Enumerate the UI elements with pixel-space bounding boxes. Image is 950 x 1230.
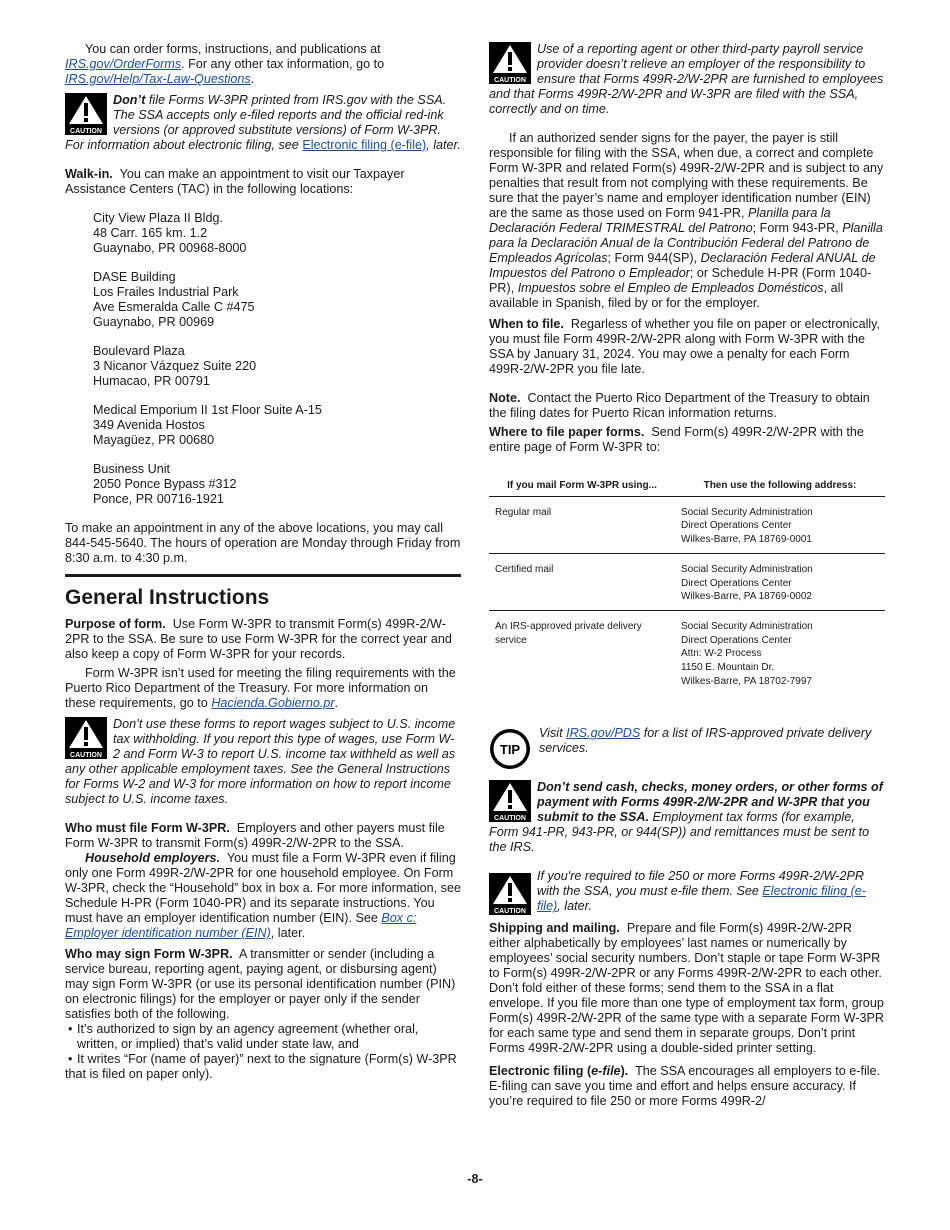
table-row [489, 553, 885, 610]
who-may-sign-paragraph: Who may sign Form W-3PR. A transmitter or sender (including a service bureau, reporting agent, paying agent, or disbursing agent) may sign Form W-3PR (or use its personal identification number (PIN) on electronic filings) for the employer or payer only if the sender satisfies both of the following. [65, 947, 456, 1021]
address-city-view: City View Plaza II Bldg. 48 Carr. 165 km. 1.2 Guaynabo, PR 00968-8000 [93, 211, 247, 255]
caution-250-text: If you're required to file 250 or more Forms 499R-2/W-2PR with the SSA, you must e-file them. See Electronic filing (e-file), later. [537, 869, 866, 914]
caution-block-us-wages [65, 717, 461, 807]
table-header: If you mail Form W-3PR using... [489, 479, 675, 496]
where-to-file-paragraph: Where to file paper forms. Send Form(s) 499R-2/W-2PR with the entire page of Form W-3PR to: [489, 425, 864, 454]
page-number: -8- [467, 1172, 483, 1186]
walk-in-paragraph: Walk-in. You can make an appointment to visit our Taxpayer Assistance Centers (TAC) in the following locations: [65, 167, 405, 196]
caution-block-third-party [489, 42, 885, 117]
electronic-filing-paragraph: Electronic filing (e-file). The SSA encourages all employers to e-file. E-filing can save you time and effort and helps ensure accuracy. If you’re required to file 250 or more Forms 499R-2/ [489, 1064, 881, 1109]
note-paragraph: Note. Contact the Puerto Rico Department of the Treasury to obtain the filing dates for Puerto Rican information returns. [489, 391, 870, 420]
authorized-sender-paragraph: If an authorized sender signs for the payer, the payer is still responsible for filing with the SSA, when due, a correct and complete Form W-3PR and related Form(s) 499R-2/W-2PR and is subject to any penalties that result from not complying with these requirements. Be sure that the payer’s name and employer identification number (EIN) are the same as those used on Form 941-PR, Planilla para la Declaración Federal TRIMESTRAL del Patrono; Form 943-PR, Planilla para la Declaración Anual de la Contribución Federal del Patrono de Empleados Agrícolas; Form 944(SP), Declaración Federal ANUAL de Impuestos del Patrono o Empleador; or Schedule H-PR (Form 1040-PR), Impuestos sobre el Empleo de Empleados Domésticos, all available in Spanish, filed by or for the employer. [489, 131, 884, 310]
tip-icon [489, 728, 531, 770]
electronic-filing-link[interactable]: Electronic filing (e-file) [302, 138, 427, 152]
mail-method: An IRS-approved private delivery service [495, 620, 642, 646]
section-rule [65, 574, 461, 577]
mail-address: Social Security Administration Direct Operations Center Wilkes-Barre, PA 18769-0002 [675, 553, 885, 610]
svg-text:CAUTION: CAUTION [494, 77, 526, 84]
address-dase: DASE Building Los Frailes Industrial Park Ave Esmeralda Calle C #475 Guaynabo, PR 00969 [93, 270, 255, 329]
caution-third-party-text: Use of a reporting agent or other third-party payroll service provider doesn’t relieve an employer of the responsibility to ensure that Forms 499R-2/W-2PR are furnished to employees and that Forms 499R-2/W-2PR and W-3PR are filed with the SSA, correctly and on time. [489, 42, 884, 116]
svg-text:CAUTION: CAUTION [494, 815, 526, 823]
mail-method: Certified mail [489, 553, 675, 610]
mailing-address-table [489, 479, 885, 694]
svg-text:CAUTION: CAUTION [494, 908, 526, 916]
household-paragraph: Household employers. You must file a Form W-3PR even if filing only one Form 499R-2/W-2PR for one household employee. On Form W-3PR, check the “Household” box in box a. For more information, see Schedule H-PR (Form 1040-PR) and its separate instructions. You must have an employer identification number (EIN). See Box c: Employer identification number (EIN), later. [65, 851, 461, 940]
bullet-item: • It writes “For (name of payer)” next to the signature (Form(s) W-3PR that is filed on paper only). [65, 1052, 457, 1081]
when-to-file-paragraph: When to file. Regarless of whether you file on paper or electronically, you must file Form 499R-2/W-2PR along with Form W-3PR with the SSA by January 31, 2024. You may owe a penalty for each Form 499R-2/W-2PR you file late. [489, 317, 881, 376]
order-forms-link[interactable]: IRS.gov/OrderForms [65, 57, 182, 71]
svg-text:CAUTION: CAUTION [70, 752, 102, 759]
who-must-file-paragraph: Who must file Form W-3PR. Employers and other payers must file Form W-3PR to transmit Form(s) 499R-2/W-2PR to the SSA. [65, 821, 445, 850]
hacienda-link[interactable]: Hacienda.Gobierno.pr [211, 696, 335, 710]
left-column [65, 42, 461, 1082]
svg-text:TIP: TIP [499, 742, 521, 758]
shipping-paragraph: Shipping and mailing. Prepare and file Form(s) 499R-2/W-2PR either alphabetically by employees’ last names or numerically by employees’ social security numbers. Don’t staple or tape Form W-3PR to Form(s) 499R-2/W-2PR or any Forms 499R-2/W-2PR to each other. Don’t fold either of these forms; send them to the SSA in a flat envelope. If you file more than one type of employment tax form, group Form(s) 499R-2/W-2PR of the same type with a separate Form W-3PR for each same type and send them in separate groups. Don’t print Forms 499R-2/W-2PR using a double-sided printer setting. [489, 921, 884, 1056]
mail-method: Regular mail [489, 496, 675, 553]
tax-law-questions-link[interactable]: IRS.gov/Help/Tax-Law-Questions [65, 72, 251, 86]
box-c-ein-link[interactable]: Box c: Employer identification number (EIN) [65, 911, 417, 940]
table-row [489, 496, 885, 553]
tip-text: Visit IRS.gov/PDS for a list of IRS-approved private delivery services. [539, 726, 872, 756]
address-business-unit: Business Unit 2050 Ponce Bypass #312 Ponce, PR 00716-1921 [93, 462, 237, 506]
svg-text:CAUTION: CAUTION [70, 128, 102, 135]
general-instructions-heading: General Instructions [65, 586, 270, 609]
table-header-row [489, 479, 885, 496]
address-boulevard-plaza: Boulevard Plaza 3 Nicanor Vázquez Suite 220 Humacao, PR 00791 [93, 344, 257, 388]
caution-payment-text: Don’t send cash, checks, money orders, or other forms of payment with Forms 499R-2/W-2PR and W-3PR that you submit to the SSA. Employment tax forms (for example, Form 941-PR, 943-PR, or 944(SP)) and remittances must be sent to the IRS. [489, 780, 883, 855]
caution-icon [489, 42, 531, 84]
caution-block-efile [65, 93, 461, 153]
electronic-filing-link[interactable]: Electronic filing (e-file) [537, 884, 866, 914]
mail-address: Social Security Administration Direct Operations Center Attn: W-2 Process 1150 E. Mountain Dr. Wilkes-Barre, PA 18702-7997 [681, 620, 813, 687]
caution-icon [65, 717, 107, 759]
caution-block-250-forms [489, 869, 885, 915]
order-paragraph: You can order forms, instructions, and publications at IRS.gov/OrderForms. For any other tax information, go to IRS.gov/Help/Tax-Law-Questions. [65, 42, 385, 86]
address-medical-emporium: Medical Emporium II 1st Floor Suite A-15 349 Avenida Hostos Mayagüez, PR 00680 [93, 403, 322, 447]
right-column [489, 42, 885, 1109]
caution-efile-text: Don’t file Forms W-3PR printed from IRS.gov with the SSA. The SSA accepts only e-filed reports and the official red-ink versions (or approved substitute versions) of Form W-3PR. For information about electronic filing, see Electronic filing (e-file), later. [65, 93, 461, 152]
caution-icon [489, 780, 531, 822]
table-header: Then use the following address: [675, 479, 885, 496]
caution-block-payment [489, 780, 885, 855]
mail-address: Social Security Administration Direct Operations Center Wilkes-Barre, PA 18769-0001 [675, 496, 885, 553]
tip-block [489, 726, 885, 770]
purpose-paragraph: Purpose of form. Use Form W-3PR to transmit Form(s) 499R-2/W-2PR to the SSA. Be sure to use Form W-3PR for the correct year and also keep a copy of Form W-3PR for your records. [65, 617, 452, 661]
caution-icon [489, 873, 531, 915]
bullet-item: • It’s authorized to sign by an agency agreement (whether oral, written, or implied) that’s valid under state law, and [68, 1022, 419, 1051]
table-row [489, 610, 885, 694]
caution-icon [65, 93, 107, 135]
caution-us-wages-text: Don’t use these forms to report wages subject to U.S. income tax withholding. If you report this type of wages, use Form W-2 and Form W-3 to report U.S. income tax withheld as well as any other applicable employment taxes. See the General Instructions for Forms W-2 and W-3 for more information on how to report income subject to U.S. income taxes. [65, 717, 456, 806]
irs-pds-link[interactable]: IRS.gov/PDS [566, 726, 641, 741]
appointment-paragraph: To make an appointment in any of the above locations, you may call 844-545-5640. The hours of operation are Monday through Friday from 8:30 a.m. to 4:30 p.m. [65, 521, 461, 565]
not-used-paragraph: Form W-3PR isn’t used for meeting the filing requirements with the Puerto Rico Department of the Treasury. For more information on these requirements, go to Hacienda.Gobierno.pr. [65, 666, 456, 710]
